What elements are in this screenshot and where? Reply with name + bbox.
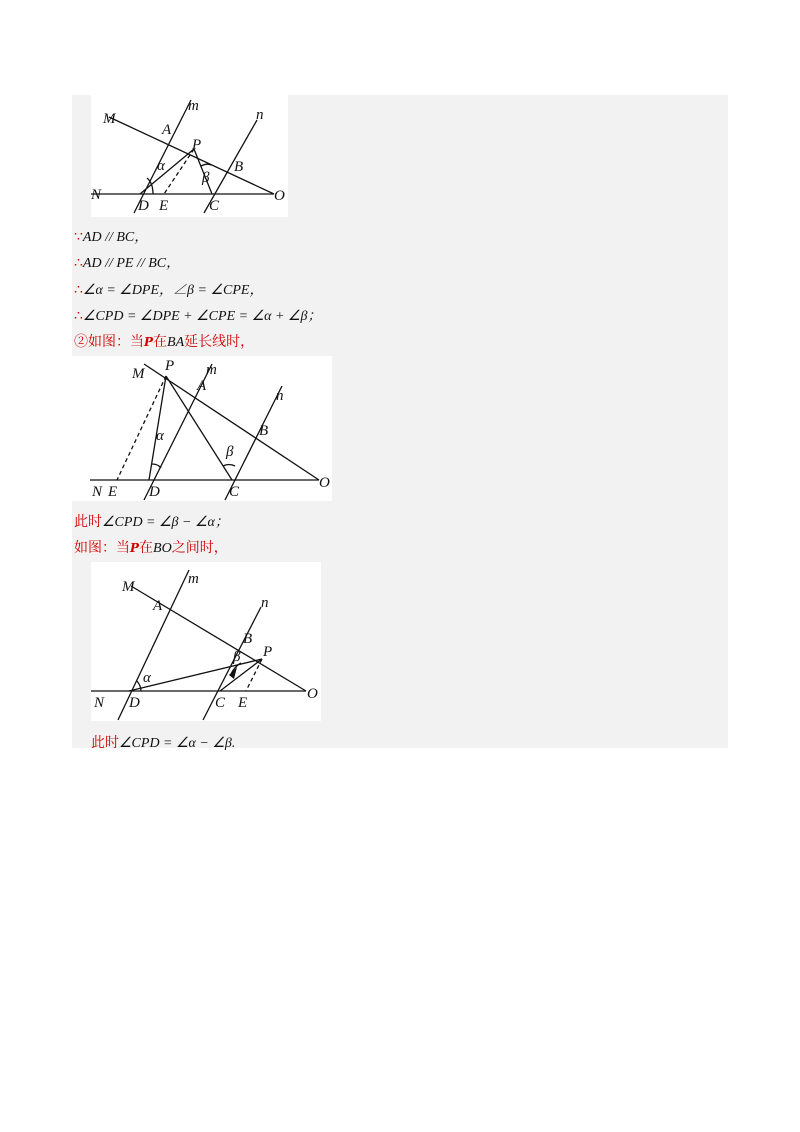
case-3-segment-bo: BO	[153, 541, 172, 556]
line-mo	[144, 364, 319, 480]
case-3-intro-c: 之间时，	[171, 540, 228, 556]
segment-pe	[164, 149, 194, 194]
label-N: N	[94, 695, 105, 711]
figure-2-diagram	[72, 356, 332, 501]
label-C: C	[215, 695, 226, 711]
label-D: D	[138, 198, 149, 214]
line-mo	[109, 117, 274, 194]
case-2-result	[74, 511, 229, 531]
label-beta: β	[202, 170, 210, 186]
step-2	[74, 252, 180, 272]
label-n: n	[261, 595, 269, 611]
label-P: P	[263, 644, 273, 660]
label-n: n	[276, 388, 284, 404]
label-O: O	[307, 686, 318, 702]
case-3-intro-b: 在	[139, 540, 154, 556]
label-P: P	[192, 137, 202, 153]
step-3-text: ∠α = ∠DPE，∠β = ∠CPE，	[82, 283, 264, 298]
line-n	[225, 386, 282, 500]
label-E: E	[108, 484, 118, 500]
label-E: E	[238, 695, 248, 711]
case-2-point-p: P	[144, 335, 154, 349]
label-B: B	[259, 423, 269, 439]
case-3-intro	[74, 537, 228, 557]
label-C: C	[209, 198, 220, 214]
label-beta: β	[226, 444, 234, 460]
label-M: M	[122, 579, 135, 595]
segment-pd	[140, 149, 194, 194]
step-1-text: AD // BC，	[82, 230, 149, 245]
label-A: A	[162, 122, 172, 138]
case-2-intro-b: 在	[153, 334, 168, 350]
label-O: O	[319, 475, 330, 491]
label-alpha: α	[143, 670, 151, 686]
case-2-intro	[74, 331, 254, 351]
label-m: m	[188, 571, 199, 587]
label-B: B	[243, 631, 253, 647]
angle-beta-arc	[201, 164, 211, 166]
label-A: A	[197, 378, 207, 394]
case-3-result-formula: ∠CPD = ∠α − ∠β.	[119, 736, 236, 751]
label-beta: β	[233, 649, 241, 665]
figure-1-diagram	[91, 95, 288, 217]
angle-alpha-arc	[152, 464, 161, 468]
because-symbol: ∵	[74, 229, 83, 245]
label-A: A	[153, 598, 163, 614]
label-C: C	[229, 484, 240, 500]
label-B: B	[234, 159, 244, 175]
case-2-intro-a: ②如图：当	[74, 334, 144, 350]
therefore-symbol: ∴	[74, 255, 83, 271]
therefore-symbol: ∴	[74, 308, 83, 324]
line-m	[134, 100, 191, 213]
label-M: M	[132, 366, 145, 382]
case-3-point-p: P	[130, 541, 140, 555]
step-4	[74, 305, 321, 325]
label-D: D	[129, 695, 140, 711]
angle-beta-arc	[223, 465, 235, 467]
step-3	[74, 279, 263, 299]
step-1	[74, 226, 148, 246]
step-4-text: ∠CPD = ∠DPE + ∠CPE = ∠α + ∠β；	[82, 309, 322, 324]
case-2-segment-ba: BA	[167, 335, 185, 350]
label-D: D	[149, 484, 160, 500]
label-N: N	[91, 187, 102, 203]
label-m: m	[206, 362, 217, 378]
figure-1	[91, 95, 288, 217]
label-M: M	[103, 111, 116, 127]
case-2-result-formula: ∠CPD = ∠β − ∠α；	[102, 515, 229, 530]
case-3-result	[91, 732, 235, 752]
label-n: n	[256, 107, 264, 123]
figure-3	[91, 562, 321, 721]
case-3-result-a: 此时	[91, 735, 119, 751]
line-n	[203, 607, 261, 720]
case-2-intro-c: 延长线时，	[184, 334, 255, 350]
case-2-result-a: 此时	[74, 514, 102, 530]
case-3-intro-a: 如图：当	[74, 540, 130, 556]
label-m: m	[188, 98, 199, 114]
label-O: O	[274, 188, 285, 204]
label-alpha: α	[157, 158, 165, 174]
beta-arrow-icon	[229, 667, 237, 679]
therefore-symbol: ∴	[74, 282, 83, 298]
label-N: N	[92, 484, 103, 500]
figure-3-diagram	[91, 562, 321, 721]
label-P: P	[165, 358, 175, 374]
figure-2	[72, 356, 332, 501]
step-2-text: AD // PE // BC，	[82, 256, 181, 271]
label-alpha: α	[156, 428, 164, 444]
label-E: E	[159, 198, 169, 214]
